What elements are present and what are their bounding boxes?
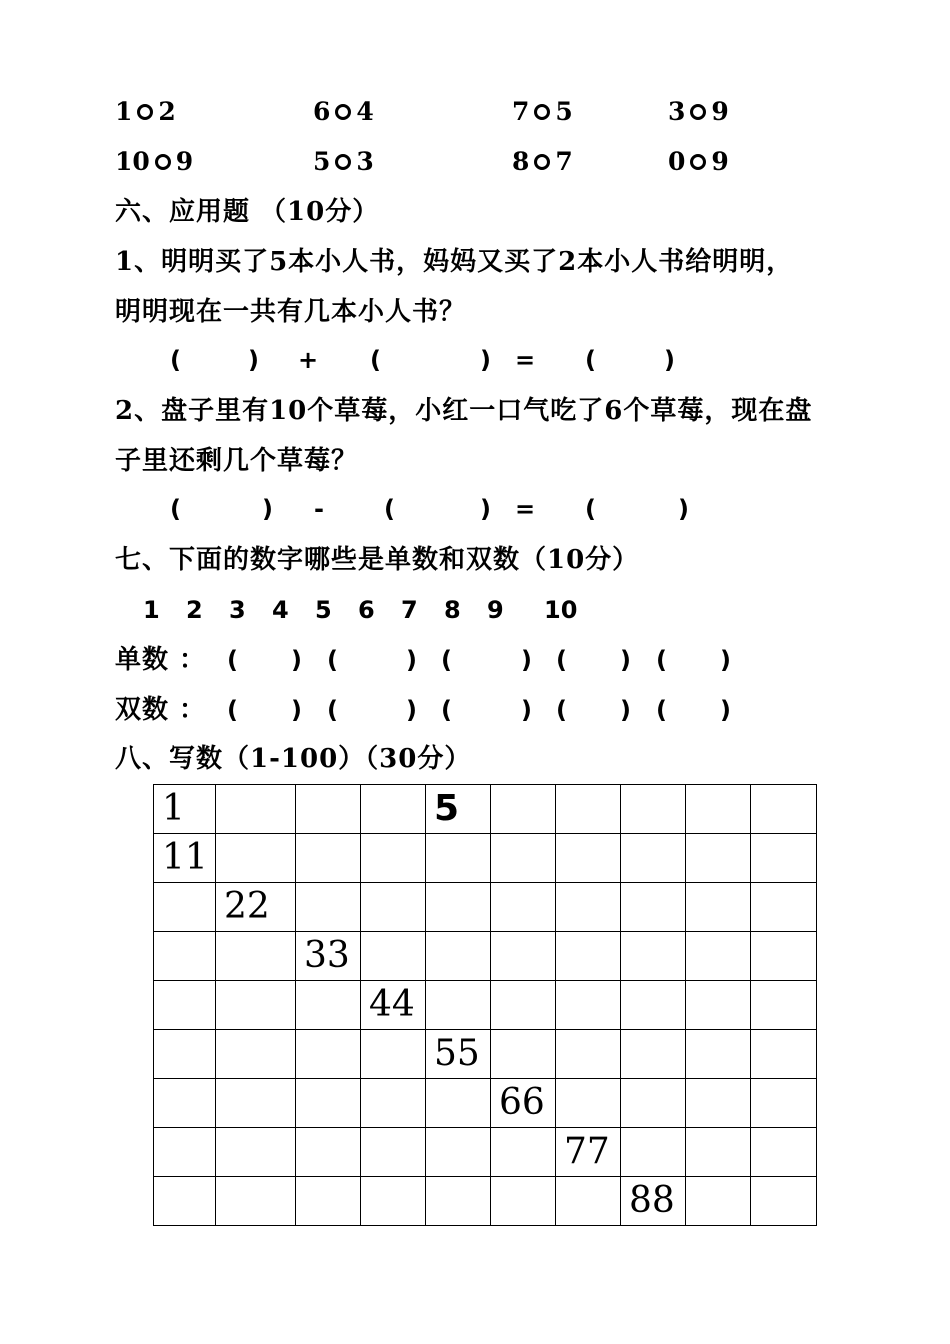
compare-left: 3 [668,97,686,126]
compare-left: 8 [512,147,530,176]
paren-right: ) [248,346,259,374]
grid-cell[interactable] [751,1030,817,1079]
compare-item [512,97,573,127]
grid-cell[interactable] [426,834,491,883]
grid-cell[interactable] [751,1128,817,1177]
compare-right: 3 [356,147,374,176]
grid-cell[interactable] [556,932,621,981]
circle-blank-icon[interactable] [137,104,153,120]
circle-blank-icon[interactable] [690,104,706,120]
paren-right: ) [720,646,731,674]
grid-cell[interactable] [751,1177,817,1226]
compare-right: 5 [555,97,573,126]
grid-cell[interactable] [686,834,751,883]
paren-left: ( [227,696,238,724]
paren-left: ( [656,696,667,724]
compare-right: 2 [158,97,176,126]
grid-cell[interactable] [751,883,817,932]
paren-right: ) [678,495,689,523]
compare-right: 7 [555,147,573,176]
grid-cell[interactable] [426,981,491,1030]
paren-left: ( [556,646,567,674]
grid-cell[interactable] [216,1030,296,1079]
grid-row [154,883,817,932]
compare-left: 5 [313,147,331,176]
grid-cell[interactable]: 77 [556,1128,621,1177]
grid-cell[interactable]: 66 [491,1079,556,1128]
grid-cell[interactable] [556,834,621,883]
grid-cell[interactable] [556,883,621,932]
paren-right: ) [664,346,675,374]
paren-left: ( [585,346,596,374]
paren-left: ( [170,346,181,374]
compare-left: 0 [668,147,686,176]
grid-cell[interactable] [751,834,817,883]
grid-cell[interactable] [491,1030,556,1079]
paren-right: ) [406,696,417,724]
paren-left: ( [384,495,395,523]
grid-cell[interactable] [491,1128,556,1177]
grid-cell[interactable] [216,785,296,834]
grid-cell[interactable] [426,1079,491,1128]
paren-right: ) [262,495,273,523]
circle-blank-icon[interactable] [690,154,706,170]
grid-cell[interactable] [686,932,751,981]
grid-cell[interactable]: 1 [154,785,216,834]
grid-cell[interactable] [361,785,426,834]
grid-row [154,834,817,883]
grid-cell[interactable] [296,785,361,834]
circle-blank-icon[interactable] [534,154,550,170]
grid-cell[interactable] [296,1128,361,1177]
paren-right: ) [480,346,491,374]
compare-right: 4 [356,97,374,126]
paren-right: ) [720,696,731,724]
grid-cell[interactable] [216,834,296,883]
section-7-title: 七、下面的数字哪些是单数和双数（10分） [115,545,640,575]
grid-cell[interactable] [621,785,686,834]
compare-right: 9 [711,147,729,176]
grid-cell[interactable] [361,834,426,883]
circle-blank-icon[interactable] [335,104,351,120]
grid-cell[interactable] [556,981,621,1030]
compare-left: 10 [115,147,150,176]
grid-cell[interactable] [154,1030,216,1079]
paren-left: ( [556,696,567,724]
grid-cell[interactable] [154,1128,216,1177]
grid-cell[interactable]: 33 [296,932,361,981]
grid-row [154,981,817,1030]
number-item: 2 [186,596,203,624]
grid-cell[interactable] [426,883,491,932]
grid-cell[interactable] [296,1030,361,1079]
compare-item [512,147,573,177]
circle-blank-icon[interactable] [335,154,351,170]
paren-left: ( [441,646,452,674]
grid-cell[interactable] [361,932,426,981]
grid-row [154,785,817,834]
grid-cell[interactable] [426,1177,491,1226]
number-item: 3 [229,596,246,624]
grid-cell[interactable] [491,1177,556,1226]
grid-cell[interactable] [686,1079,751,1128]
compare-item [313,147,374,177]
grid-row [154,1177,817,1226]
question-1-line-2: 明明现在一共有几本小人书？ [115,297,467,327]
paren-left: ( [327,646,338,674]
grid-cell[interactable] [154,1079,216,1128]
paren-left: ( [656,646,667,674]
grid-cell[interactable] [686,1128,751,1177]
grid-cell[interactable] [491,932,556,981]
grid-cell[interactable] [491,834,556,883]
grid-cell[interactable] [296,1177,361,1226]
grid-cell[interactable] [751,785,817,834]
circle-blank-icon[interactable] [155,154,171,170]
grid-cell[interactable] [216,932,296,981]
number-item: 8 [444,596,461,624]
grid-cell[interactable] [751,1079,817,1128]
grid-cell[interactable] [751,932,817,981]
number-item: 9 [487,596,504,624]
grid-cell[interactable] [296,981,361,1030]
grid-cell[interactable] [296,1079,361,1128]
grid-cell[interactable] [621,932,686,981]
grid-row [154,1030,817,1079]
grid-cell[interactable] [686,1030,751,1079]
paren-left: ( [327,696,338,724]
grid-cell[interactable]: 22 [216,883,296,932]
paren-left: ( [370,346,381,374]
compare-item [313,97,374,127]
question-1-line-1: 1、明明买了5本小人书，妈妈又买了2本小人书给明明， [115,247,794,277]
grid-cell[interactable] [556,1030,621,1079]
grid-cell[interactable] [296,834,361,883]
compare-right: 9 [175,147,194,176]
grid-cell[interactable] [556,1177,621,1226]
grid-cell[interactable] [361,1079,426,1128]
grid-cell[interactable]: 5 [426,785,491,834]
paren-right: ) [480,495,491,523]
even-label: 双数 ： [115,695,207,725]
compare-right: 9 [711,97,729,126]
number-item: 5 [315,596,332,624]
paren-right: ) [291,696,302,724]
grid-row [154,1128,817,1177]
grid-cell[interactable] [686,1177,751,1226]
grid-cell[interactable] [491,883,556,932]
compare-left: 6 [313,97,331,126]
section-8-title: 八、写数（1-100）（30分） [115,744,472,774]
grid-cell[interactable] [686,785,751,834]
question-2-line-2: 子里还剩几个草莓？ [115,446,359,476]
paren-left: ( [441,696,452,724]
paren-right: ) [291,646,302,674]
grid-cell[interactable] [751,981,817,1030]
grid-cell[interactable]: 88 [621,1177,686,1226]
number-item: 1 [143,596,160,624]
equals-sign: = [515,346,536,374]
number-item: 4 [272,596,289,624]
grid-cell[interactable] [216,1128,296,1177]
compare-left: 1 [115,97,133,126]
grid-cell[interactable] [556,1079,621,1128]
grid-row [154,932,817,981]
grid-cell[interactable] [686,981,751,1030]
paren-left: ( [170,495,181,523]
grid-cell[interactable] [154,932,216,981]
grid-cell[interactable] [426,1128,491,1177]
grid-cell[interactable] [296,883,361,932]
paren-left: ( [585,495,596,523]
grid-cell[interactable] [491,785,556,834]
number-item: 7 [401,596,418,624]
compare-item [668,97,729,127]
grid-cell[interactable] [154,1177,216,1226]
grid-cell[interactable]: 55 [426,1030,491,1079]
grid-cell[interactable]: 11 [154,834,216,883]
paren-left: ( [227,646,238,674]
question-2-line-1: 2、盘子里有10个草莓，小红一口气吃了6个草莓，现在盘 [115,396,813,426]
paren-right: ) [521,696,532,724]
number-item: 6 [358,596,375,624]
minus-sign: - [314,495,324,523]
compare-item [668,147,729,177]
grid-cell[interactable] [621,1128,686,1177]
grid-cell[interactable] [491,981,556,1030]
compare-item [115,97,176,127]
grid-cell[interactable] [621,1030,686,1079]
grid-cell[interactable] [216,1177,296,1226]
grid-cell[interactable] [621,834,686,883]
grid-cell[interactable] [154,883,216,932]
grid-row [154,1079,817,1128]
grid-cell[interactable] [216,981,296,1030]
grid-cell[interactable] [686,883,751,932]
grid-cell[interactable] [216,1079,296,1128]
paren-right: ) [620,696,631,724]
grid-cell[interactable] [361,1128,426,1177]
grid-cell[interactable] [621,1079,686,1128]
circle-blank-icon[interactable] [534,104,550,120]
section-6-title: 六、应用题 （10分） [115,197,380,227]
grid-cell[interactable] [621,883,686,932]
paren-right: ) [521,646,532,674]
grid-cell[interactable] [361,1030,426,1079]
paren-right: ) [620,646,631,674]
grid-cell[interactable] [556,785,621,834]
compare-item [115,147,193,177]
grid-cell[interactable] [426,932,491,981]
equals-sign: = [515,495,536,523]
number-item: 10 [544,596,578,624]
odd-label: 单数 ： [115,645,207,675]
grid-cell[interactable]: 44 [361,981,426,1030]
number-grid [153,784,817,1226]
compare-left: 7 [512,97,530,126]
grid-cell[interactable] [361,883,426,932]
grid-cell[interactable] [154,981,216,1030]
grid-cell[interactable] [361,1177,426,1226]
plus-sign: + [298,346,319,374]
grid-cell[interactable] [621,981,686,1030]
paren-right: ) [406,646,417,674]
